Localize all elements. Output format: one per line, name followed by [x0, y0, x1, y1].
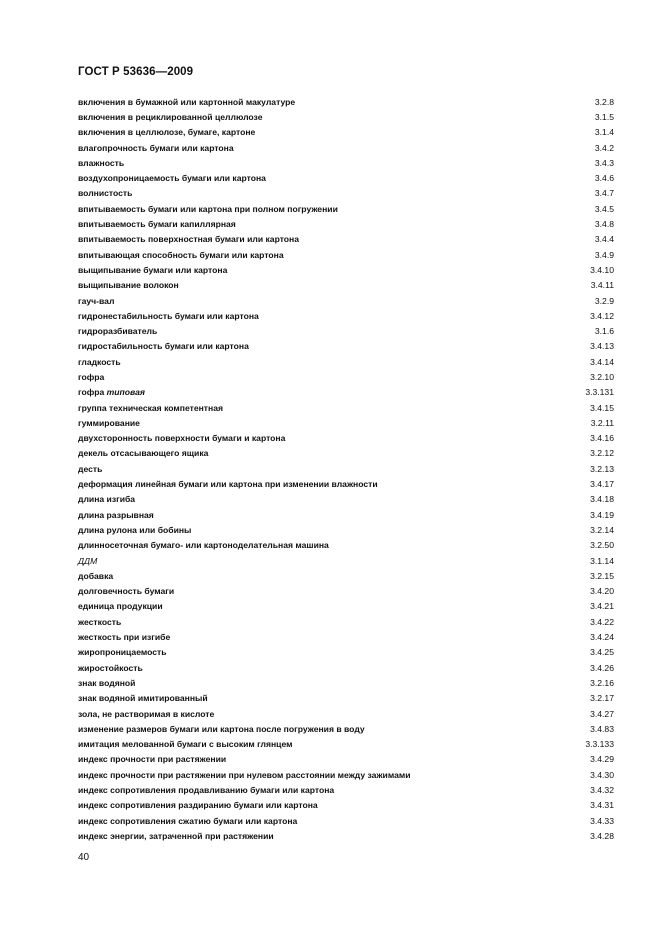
index-ref: 3.4.32	[590, 785, 614, 795]
index-ref: 3.4.4	[594, 234, 614, 245]
index-entry	[78, 645, 614, 660]
index-term-text: влажность	[78, 157, 125, 168]
index-ref: 3.4.30	[590, 769, 614, 780]
index-term	[78, 112, 263, 122]
index-term-text: выщипывание волокон	[78, 280, 179, 291]
index-entry	[78, 721, 614, 736]
index-ref: 3.4.5	[594, 203, 614, 214]
index-entry	[78, 507, 614, 522]
index-term	[78, 770, 411, 780]
index-term-text: впитываемость бумаги капиллярная	[78, 219, 236, 230]
index-entry	[78, 813, 614, 828]
index-term-text: индекс сопротивления продавливанию бумаги или картона	[78, 785, 335, 795]
index-term	[78, 97, 295, 107]
index-entry	[78, 308, 614, 323]
index-term	[78, 234, 299, 244]
index-term	[78, 326, 157, 336]
index-ref: 3.1.6	[594, 326, 614, 337]
index-entry	[78, 476, 614, 491]
index-entry	[78, 354, 614, 369]
index-term-text: длина рулона или бобины	[78, 524, 192, 535]
index-term	[78, 556, 97, 566]
index-term-text: индекс прочности при растяжении	[78, 754, 227, 765]
index-entry	[78, 614, 614, 629]
index-term-text: знак водяной имитированный	[78, 693, 208, 704]
index-ref: 3.2.16	[590, 677, 614, 688]
index-ref: 3.2.14	[590, 524, 614, 535]
index-term	[78, 311, 259, 321]
index-ref: 3.4.18	[590, 494, 614, 505]
index-ref: 3.1.5	[594, 111, 614, 122]
index-ref: 3.4.83	[590, 723, 614, 734]
index-term-text: впитывающая способность бумаги или картона	[78, 249, 284, 260]
index-ref: 3.4.27	[590, 708, 614, 719]
index-ref: 3.2.12	[590, 448, 614, 459]
index-term	[78, 219, 236, 229]
index-ref: 3.1.4	[594, 127, 614, 138]
index-term-text: знак водяной	[78, 677, 136, 688]
index-term	[78, 403, 223, 413]
index-term	[78, 678, 135, 688]
index-ref: 3.4.20	[590, 586, 614, 597]
index-term	[78, 571, 113, 581]
index-entry	[78, 706, 614, 721]
index-term-text: гауч-вал	[78, 295, 115, 306]
index-term-text: гидронестабильность бумаги или картона	[78, 310, 259, 321]
index-term-text: воздухопроницаемость бумаги или картона	[78, 173, 266, 184]
page-number: 40	[78, 852, 90, 863]
index-ref: 3.4.3	[594, 157, 614, 168]
index-entry	[78, 216, 614, 231]
index-ref: 3.4.8	[594, 219, 614, 230]
index-term-text: индекс энергии, затраченной при растяжении	[78, 830, 274, 841]
index-entry	[78, 278, 614, 293]
index-ref: 3.2.17	[590, 693, 614, 704]
index-term-text: включения в целлюлозе, бумаге, картоне	[78, 127, 256, 138]
index-term	[78, 709, 214, 719]
index-entry	[78, 767, 614, 782]
index-term	[78, 479, 378, 489]
index-entry	[78, 125, 614, 140]
index-term	[78, 372, 104, 382]
index-entry	[78, 385, 614, 400]
index-term	[78, 188, 132, 198]
index-entry	[78, 155, 614, 170]
index-term	[78, 464, 102, 474]
index-term-text: индекс сопротивления сжатию бумаги или картона	[78, 815, 298, 826]
index-entry	[78, 675, 614, 690]
index-term-text: индекс сопротивления раздиранию бумаги или картона	[78, 800, 318, 811]
index-term-text: жесткость при изгибе	[78, 632, 171, 643]
index-term-text: жиростойкость	[78, 662, 143, 673]
index-term	[78, 158, 124, 168]
index-term-text: длинносеточная бумаго- или картоноделательная машина	[78, 540, 329, 551]
index-term-text: жесткость	[78, 616, 122, 627]
index-entry	[78, 339, 614, 354]
index-ref: 3.4.21	[590, 601, 614, 612]
index-term	[78, 617, 121, 627]
index-ref: 3.4.22	[590, 616, 614, 627]
index-term-text: гладкость	[78, 356, 121, 367]
index-term-text: впитываемость поверхностная бумаги или картона	[78, 234, 300, 245]
index-ref: 3.4.9	[594, 249, 614, 260]
index-term	[78, 586, 174, 596]
index-ref: 3.2.13	[590, 463, 614, 474]
index-term-text: имитация мелованной бумаги с высоким глянцем	[78, 739, 293, 750]
index-term	[78, 127, 255, 137]
index-ref: 3.2.11	[590, 417, 614, 428]
index-ref: 3.4.29	[590, 754, 614, 765]
index-entry	[78, 660, 614, 675]
index-entry	[78, 415, 614, 430]
index-ref: 3.4.26	[590, 662, 614, 673]
index-ref: 3.2.15	[590, 570, 614, 581]
index-term	[78, 250, 284, 260]
index-entry	[78, 782, 614, 797]
index-ref: 3.4.25	[590, 647, 614, 658]
index-ref: 3.4.12	[590, 310, 614, 321]
index-term	[78, 601, 163, 611]
index-ref: 3.4.19	[590, 509, 614, 520]
index-ref: 3.4.2	[594, 142, 614, 153]
index-term-text: гофра	[78, 387, 105, 398]
index-ref: 3.2.9	[594, 295, 614, 306]
index-term	[78, 357, 121, 367]
index-term	[78, 754, 226, 764]
index-entry	[78, 492, 614, 507]
index-term	[78, 143, 234, 153]
index-ref: 3.4.16	[590, 433, 614, 444]
index-ref: 3.4.24	[590, 632, 614, 643]
index-entry	[78, 599, 614, 614]
index-term-text: жиропроницаемость	[78, 647, 167, 658]
index-term	[78, 448, 208, 458]
index-ref: 3.4.17	[590, 479, 614, 490]
index-entry	[78, 461, 614, 476]
index-ref: 3.4.33	[590, 815, 614, 826]
index-entry	[78, 140, 614, 155]
index-ref: 3.2.10	[590, 371, 614, 382]
index-term	[78, 280, 179, 290]
index-term-text: включения в бумажной или картонной макулатуре	[78, 96, 296, 107]
index-term	[78, 647, 167, 657]
index-entry	[78, 186, 614, 201]
index-term-text: гуммирование	[78, 417, 140, 428]
index-entry	[78, 293, 614, 308]
index-entry	[78, 736, 614, 751]
index-entries	[78, 94, 614, 844]
index-term	[78, 387, 145, 397]
index-term	[78, 785, 334, 795]
index-term-text: зола, не растворимая в кислоте	[78, 708, 215, 719]
index-entry	[78, 752, 614, 767]
index-term	[78, 540, 329, 550]
index-term-text: декель отсасывающего ящика	[78, 448, 209, 459]
index-entry	[78, 538, 614, 553]
index-entry	[78, 232, 614, 247]
index-entry	[78, 170, 614, 185]
document-header: ГОСТ Р 53636—2009	[78, 66, 194, 78]
index-term-text: гидростабильность бумаги или картона	[78, 341, 249, 352]
index-ref: 3.4.31	[590, 800, 614, 811]
index-entry	[78, 323, 614, 338]
index-term-text: впитываемость бумаги или картона при полном погружении	[78, 203, 338, 214]
index-entry	[78, 431, 614, 446]
index-term	[78, 724, 365, 734]
index-term	[78, 739, 292, 749]
index-ref: 3.4.10	[590, 264, 614, 275]
index-term	[78, 510, 154, 520]
index-term-text: добавка	[78, 570, 114, 581]
index-ref: 3.3.133	[585, 739, 614, 750]
index-term	[78, 433, 285, 443]
index-ref: 3.1.14	[590, 555, 614, 566]
index-term	[78, 173, 266, 183]
index-term-text: двухсторонность поверхности бумаги и картона	[78, 433, 286, 444]
index-entry	[78, 201, 614, 216]
index-term-text: выщипывание бумаги или картона	[78, 264, 228, 275]
index-term-text: индекс прочности при растяжении при нулевом расстоянии между зажимами	[78, 769, 411, 780]
index-term-text: изменение размеров бумаги или картона после погружения в воду	[78, 723, 365, 734]
index-term-text: гофра	[78, 371, 105, 382]
index-term-text: деформация линейная бумаги или картона при изменении влажности	[78, 479, 378, 490]
index-entry	[78, 247, 614, 262]
index-term	[78, 418, 140, 428]
index-term-text: десть	[78, 463, 103, 474]
index-term-text: группа техническая компетентная	[78, 402, 223, 413]
index-entry	[78, 584, 614, 599]
index-term-text: волнистость	[78, 188, 133, 199]
index-entry	[78, 400, 614, 415]
index-term	[78, 296, 114, 306]
index-entry	[78, 553, 614, 568]
index-entry	[78, 94, 614, 109]
index-term-text: долговечность бумаги	[78, 586, 175, 597]
index-ref: 3.2.50	[590, 540, 614, 551]
index-ref: 3.4.15	[590, 402, 614, 413]
index-ref: 3.4.28	[590, 830, 614, 841]
index-term	[78, 800, 318, 810]
index-term	[78, 204, 338, 214]
index-entry	[78, 522, 614, 537]
index-term	[78, 341, 249, 351]
index-ref: 3.4.7	[594, 188, 614, 199]
index-term	[78, 525, 191, 535]
index-entry	[78, 798, 614, 813]
index-entry	[78, 446, 614, 461]
index-ref: 3.3.131	[585, 387, 614, 398]
index-term-text: гидроразбиватель	[78, 326, 158, 337]
index-term	[78, 663, 143, 673]
index-term-text: длина изгиба	[78, 494, 136, 505]
index-entry	[78, 262, 614, 277]
index-term	[78, 831, 274, 841]
index-term-text: ДДМ	[78, 555, 98, 566]
index-entry	[78, 629, 614, 644]
index-term-text: влагопрочность бумаги или картона	[78, 142, 234, 153]
index-ref: 3.4.14	[590, 356, 614, 367]
index-entry	[78, 568, 614, 583]
index-term-text: единица продукции	[78, 601, 163, 612]
index-ref: 3.4.6	[594, 173, 614, 184]
index-term	[78, 265, 227, 275]
index-term	[78, 494, 135, 504]
index-term-qualifier: типовая	[106, 387, 145, 398]
index-term-text: длина разрывная	[78, 509, 154, 520]
index-ref: 3.4.11	[590, 280, 614, 291]
index-term-text: включения в рециклированной целлюлозе	[78, 111, 263, 122]
index-entry	[78, 691, 614, 706]
index-term	[78, 816, 297, 826]
index-entry	[78, 369, 614, 384]
index-entry	[78, 109, 614, 124]
index-ref: 3.2.8	[594, 96, 614, 107]
index-entry	[78, 828, 614, 843]
index-term	[78, 632, 170, 642]
index-term	[78, 693, 208, 703]
index-ref: 3.4.13	[590, 341, 614, 352]
